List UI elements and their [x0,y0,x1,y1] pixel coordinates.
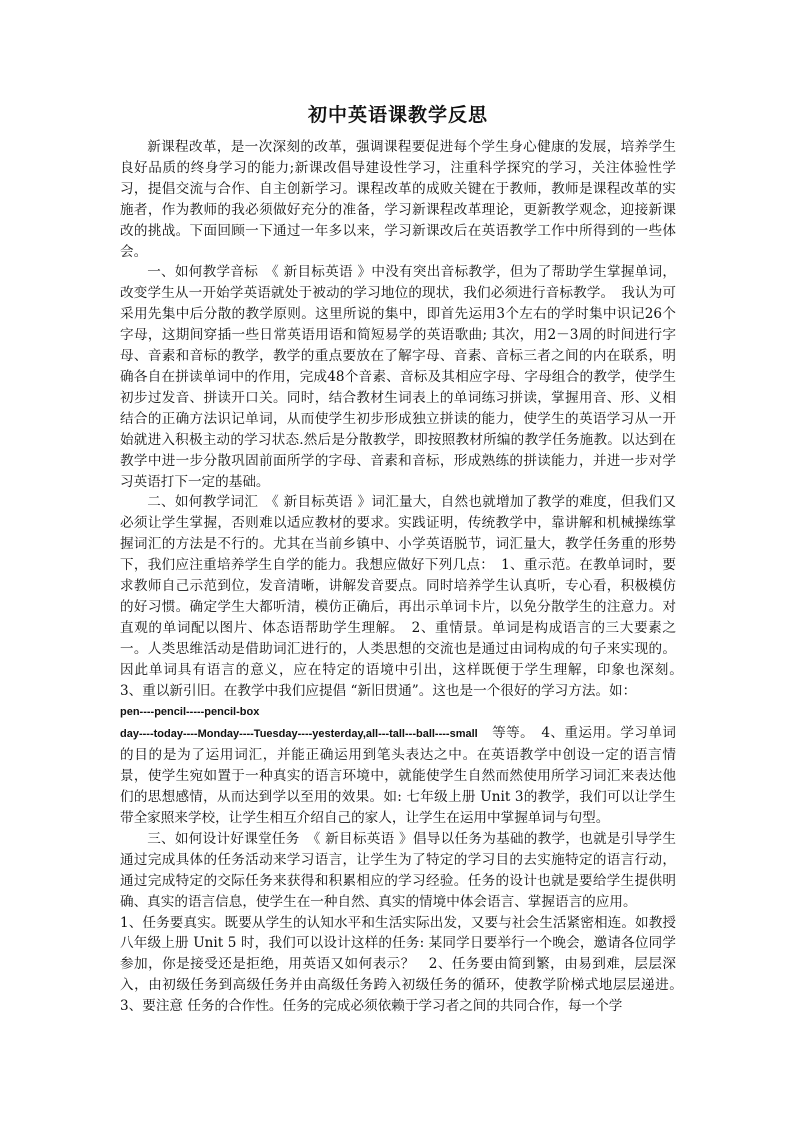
phonetics-paragraph: 一、如何教学音标 《 新目标英语 》中没有突出音标教学，但为了帮助学生掌握单词，改变学生从一开始学英语就处于被动的学习地位的现状，我们必须进行音标教学。 我认为可采用先集中后分散的教学原则。这里所说的集中，即首先运用3个左右的学时集中识记26个字母，这期间穿插一些日常英语用语和简短易学的英语歌曲; 其次，用2－3周的时间进行字母、音素和音标的教学，教学的重点要放在了解字母、音素、音标三者之间的内在联系，明确各自在拼读单词中的作用，完成48个音素、音标及其相应字母、字母组合的教学，使学生初步过发音、拼读开口关。同时，结合教材生词表上的单词练习拼读，掌握用音、形、义相结合的正确方法识记单词，从而使学生初步形成独立拼读的能力，使学生的英语学习从一开始就进入积极主动的学习状态.然后是分散教学，即按照教材所编的教学任务施教。以达到在教学中进一步分散巩固前面所学的字母、音素和音标，形成熟练的拼读能力，并进一步对学习英语打下一定的基础。 [120,264,676,490]
tasks-paragraph-continued: 1、任务要真实。既要从学生的认知水平和生活实际出发，又要与社会生活紧密相连。如教授八年级上册 Unit 5 时，我们可以设计这样的任务: 某同学日要举行一个晚会，邀请各位同学参加，你是接受还是拒绝，用英语又如何表示？ 2、任务要由简到繁，由易到难，层层深入，由初级任务到高级任务并由高级任务跨入初级任务的循环，使教学阶梯式地层层递进。 3、要注意 任务的合作性。任务的完成必须依赖于学习者之间的共同合作，每一个学 [120,914,690,1015]
word-chain-2: day----today----Monday----Tuesday----yesterday,all---tall---ball----small [120,728,478,741]
vocabulary-example-continuation [120,723,676,829]
vocabulary-paragraph: 二、如何教学词汇 《 新目标英语 》词汇量大，自然也就增加了教学的难度，但我们又必须让学生掌握，否则难以适应教材的要求。实践证明，传统教学中，靠讲解和机械操练掌握词汇的方法是不行的。尤其在当前乡镇中、小学英语脱节，词汇量大，教学任务重的形势下，我们应注重培养学生自学的能力。我想应做好下列几点： 1、重示范。在教单词时，要求教师自己示范到位，发音清晰，讲解发音要点。同时培养学生认真听，专心看，积极模仿的好习惯。确定学生大都听清，模仿正确后，再出示单词卡片，以免分散学生的注意力。对直观的单词配以图片、体态语帮助学生理解。 2、重情景。单词是构成语言的三大要素之一。人类思维活动是借助词汇进行的，人类思想的交流也是通过由词构成的句子来实现的。因此单词具有语言的意义，应在特定的语境中引出，这样既便于学生理解，印象也深刻。 3、重以新引旧。在教学中我们应提倡 “新旧贯通”。这也是一个很好的学习方法。如： [120,494,690,699]
tasks-paragraph: 三、如何设计好课堂任务 《 新目标英语 》倡导以任务为基础的教学，也就是引导学生通过完成具体的任务活动来学习语言，让学生为了特定的学习目的去实施特定的语言行动，通过完成特定的交际任务来获得和积累相应的学习经验。任务的设计也就是要给学生提供明确、真实的语言信息，使学生在一种自然、真实的情境中体会语言、掌握语言的应用。 [120,830,676,910]
vocabulary-continuation-text: 等等。 4、重运用。学习单词的目的是为了运用词汇，并能正确运用到笔头表达之中。在英语教学中创设一定的语言情景，使学生宛如置于一种真实的语言环境中，就能使学生自然而然使用所学习词汇来表达他们的思想感情，从而达到学以至用的效果。如: 七年级上册 Unit 3的教学，我们可以让学生带全家照来学校，让学生相互介绍自己的家人，让学生在运用中掌握单词与句型。 [120,725,676,826]
word-chain-1: pen----pencil-----pencil-box [120,706,260,719]
intro-paragraph: 新课程改革，是一次深刻的改革，强调课程要促进每个学生身心健康的发展，培养学生良好品质的终身学习的能力;新课改倡导建设性学习，注重科学探究的学习，关注体验性学习，提倡交流与合作、自主创新学习。课程改革的成败关键在于教师，教师是课程改革的实施者，作为教师的我必须做好充分的准备，学习新课程改革理论，更新教学观念，迎接新课改的挑战。下面回顾一下通过一年多以来，学习新课改后在英语教学工作中所得到的一些体会。 [120,139,676,260]
document-body [120,137,690,1017]
vocabulary-example-line [120,701,676,723]
document-title: 初中英语课教学反思 [307,104,488,126]
